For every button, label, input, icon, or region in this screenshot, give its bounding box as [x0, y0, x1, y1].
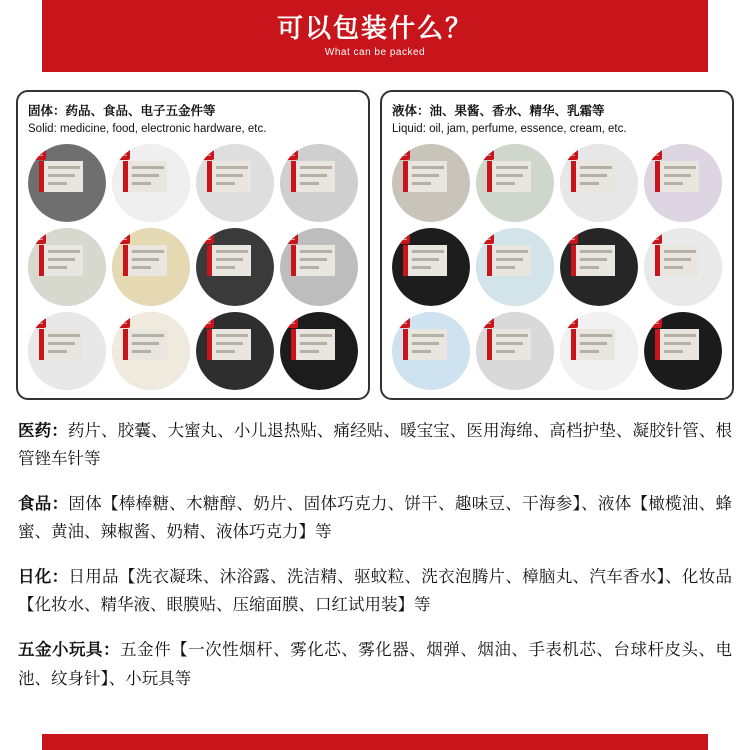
brand-card: [571, 245, 615, 276]
thumbnail-blue-liquid-blister: [476, 228, 554, 306]
thumbnail-green-jelly-cup: [392, 228, 470, 306]
watermark-badge: 包: [648, 146, 662, 160]
brand-card: [291, 161, 335, 192]
section-hardware-toys-lead: 五金小玩具：: [18, 641, 121, 660]
section-medicine: [18, 417, 732, 474]
thumbnail-clear-liquid-ampoule: [560, 312, 638, 390]
watermark-badge: 包: [480, 230, 494, 244]
thumbnail-green-pill-tray: [28, 228, 106, 306]
thumbnail-silver-capsule-blister: [280, 228, 358, 306]
watermark-badge: 包: [284, 146, 298, 160]
brand-card: [291, 329, 335, 360]
watermark-badge: 包: [480, 146, 494, 160]
header-notch-left: [0, 0, 42, 72]
brand-card: [403, 245, 447, 276]
panel-solid: [16, 90, 370, 400]
section-food-text: 固体【棒棒糖、木糖醇、奶片、固体巧克力、饼干、趣味豆、干海参】、液体【橄榄油、蜂蜜、黄油、辣椒酱、奶精、液体巧克力】等: [18, 494, 733, 542]
panel-liquid-title-en: Liquid: oil, jam, perfume, essence, cream, etc.: [392, 122, 627, 135]
thumbnail-tablet-blister-box: [280, 144, 358, 222]
thumbnail-black-tray-pack: [196, 312, 274, 390]
watermark-badge: 包: [200, 314, 214, 328]
thumbnail-red-liquid-sachet: [476, 312, 554, 390]
section-medicine-lead: 医药：: [18, 421, 68, 440]
brand-card: [123, 161, 167, 192]
brand-card: [207, 161, 251, 192]
watermark-badge: 包: [116, 146, 130, 160]
brand-card: [291, 245, 335, 276]
brand-card: [403, 161, 447, 192]
brand-card: [655, 245, 699, 276]
watermark-badge: 包: [396, 230, 410, 244]
brand-card: [39, 161, 83, 192]
brand-card: [487, 161, 531, 192]
section-medicine-text: 药片、胶囊、大蜜丸、小儿退热贴、痛经贴、暖宝宝、医用海绵、高档护垫、凝胶针管、根管锉车针等: [18, 421, 733, 468]
section-daily-chemical: [18, 563, 732, 620]
thumbnail-white-tablet-blister: [28, 312, 106, 390]
watermark-badge: 包: [480, 314, 494, 328]
brand-card: [39, 245, 83, 276]
watermark-badge: 包: [200, 146, 214, 160]
header-notch-right: [708, 0, 750, 72]
brand-card: [655, 161, 699, 192]
brand-card: [207, 245, 251, 276]
footer-notch-right: [708, 734, 750, 750]
panel-solid-thumbnails: [28, 144, 358, 390]
watermark-badge: 包: [564, 146, 578, 160]
page-header: [0, 0, 750, 72]
thumbnail-white-cream-shell: [560, 144, 638, 222]
section-daily-chemical-lead: 日化：: [18, 568, 69, 586]
category-panels: [16, 90, 734, 400]
page-title: 可以包装什么？: [276, 12, 473, 43]
watermark-badge: 包: [116, 314, 130, 328]
thumbnail-noodle-food-pack: [280, 312, 358, 390]
watermark-badge: 包: [284, 314, 298, 328]
thumbnail-brand-carton-red: [392, 144, 470, 222]
thumbnail-metal-hardware-parts: [196, 228, 274, 306]
thumbnail-purple-capsule-pack: [644, 144, 722, 222]
brand-card: [123, 329, 167, 360]
brand-card: [123, 245, 167, 276]
watermark-badge: 包: [648, 230, 662, 244]
watermark-badge: 包: [564, 314, 578, 328]
brand-card: [403, 329, 447, 360]
thumbnail-yellow-medicine-pack: [112, 228, 190, 306]
brand-card: [39, 329, 83, 360]
thumbnail-cotton-swabs: [112, 312, 190, 390]
watermark-badge: 包: [116, 230, 130, 244]
brand-card: [571, 329, 615, 360]
section-daily-chemical-text: 日用品【洗衣凝珠、沐浴露、洗洁精、驱蚊粒、洗衣泡腾片、樟脑丸、汽车香水】、化妆品【化妆水、精华液、眼膜贴、压缩面膜、口红试用装】等: [18, 568, 733, 615]
watermark-badge: 包: [32, 230, 46, 244]
thumbnail-round-candy-tray: [112, 144, 190, 222]
brand-card: [207, 329, 251, 360]
thumbnail-green-liquid-sachet: [476, 144, 554, 222]
page-subtitle: What can be packed: [324, 47, 426, 59]
description-sections: [18, 417, 732, 694]
section-food: [18, 490, 732, 547]
thumbnail-capsule-blister: [196, 144, 274, 222]
brand-card: [487, 329, 531, 360]
section-hardware-toys-text: 五金件【一次性烟杆、雾化芯、雾化器、烟弹、烟油、手表机芯、台球杆皮头、电池、纹身针】、小玩具等: [18, 641, 733, 688]
watermark-badge: 包: [200, 230, 214, 244]
panel-liquid-thumbnails: [392, 144, 722, 390]
footer-bar: [0, 734, 750, 750]
watermark-badge: 包: [648, 314, 662, 328]
watermark-badge: 包: [564, 230, 578, 244]
brand-card: [571, 161, 615, 192]
watermark-badge: 包: [396, 314, 410, 328]
panel-solid-title-cn: 固体：药品、食品、电子五金件等: [28, 104, 216, 118]
watermark-badge: 包: [396, 146, 410, 160]
section-hardware-toys: [18, 636, 732, 693]
footer-notch-left: [0, 734, 42, 750]
watermark-badge: 包: [284, 230, 298, 244]
thumbnail-amber-oil-blister: [644, 312, 722, 390]
watermark-badge: 包: [32, 314, 46, 328]
section-food-lead: 食品：: [18, 494, 69, 513]
brand-card: [487, 245, 531, 276]
thumbnail-blue-serum-pack: [392, 312, 470, 390]
panel-solid-title-en: Solid: medicine, food, electronic hardware, etc.: [28, 122, 267, 135]
thumbnail-blister-pack-tablets: [28, 144, 106, 222]
brand-card: [655, 329, 699, 360]
panel-liquid: [380, 90, 734, 400]
watermark-badge: 包: [32, 146, 46, 160]
panel-liquid-title-cn: 液体：油、果酱、香水、精华、乳霜等: [392, 104, 605, 118]
thumbnail-white-round-dome: [644, 228, 722, 306]
thumbnail-dark-sphere-liquid: [560, 228, 638, 306]
